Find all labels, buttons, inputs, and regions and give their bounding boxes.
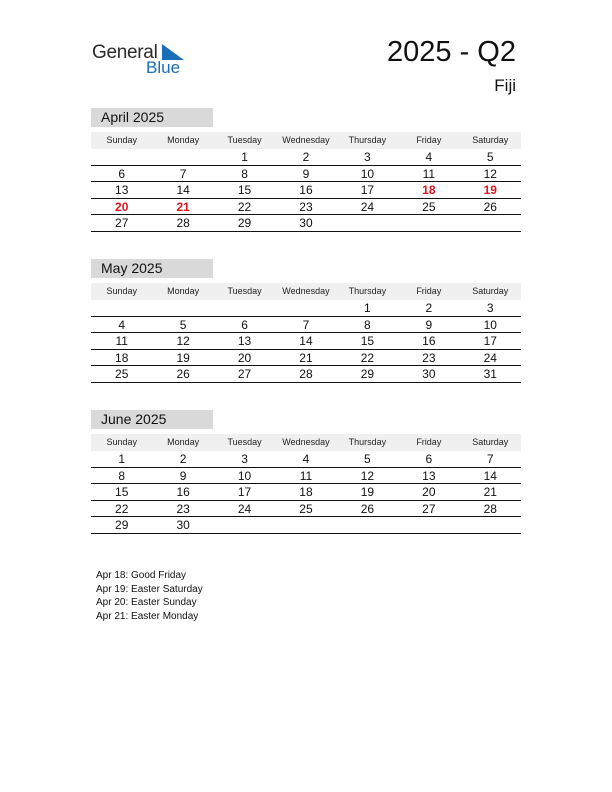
month-june bbox=[91, 410, 521, 534]
month-label: June 2025 bbox=[91, 410, 213, 429]
week-row bbox=[91, 166, 521, 183]
month-label: May 2025 bbox=[91, 259, 213, 278]
day-cell: 22 bbox=[360, 350, 375, 365]
day-cell: 13 bbox=[237, 334, 252, 348]
day-cell: 2 bbox=[302, 150, 310, 164]
day-cell: 24 bbox=[483, 350, 497, 365]
day-cell: 1 bbox=[241, 150, 248, 164]
day-cell: 1 bbox=[118, 452, 126, 466]
day-cell: 4 bbox=[302, 452, 310, 466]
weekday-header bbox=[91, 434, 521, 451]
day-cell: 21 bbox=[176, 199, 190, 214]
day-cell bbox=[152, 300, 213, 316]
weekday-label: Wednesday bbox=[282, 286, 330, 296]
weekday-label: Friday bbox=[416, 286, 442, 296]
day-cell: 16 bbox=[176, 485, 190, 499]
day-cell: 18 bbox=[422, 183, 436, 197]
week-row bbox=[91, 149, 521, 166]
day-cell: 3 bbox=[241, 452, 248, 466]
day-cell: 22 bbox=[115, 501, 129, 516]
day-cell: 30 bbox=[176, 518, 190, 532]
weekday-label: Friday bbox=[416, 135, 442, 145]
day-cell: 14 bbox=[299, 334, 313, 348]
day-cell: 23 bbox=[422, 350, 436, 365]
day-cell: 14 bbox=[483, 468, 497, 483]
weekday-label: Saturday bbox=[472, 135, 509, 145]
day-cell: 25 bbox=[299, 501, 313, 516]
weekday-label: Saturday bbox=[472, 286, 509, 296]
day-cell: 19 bbox=[176, 350, 190, 365]
day-cell: 18 bbox=[299, 485, 313, 499]
day-cell: 15 bbox=[360, 334, 375, 348]
week-row bbox=[91, 333, 521, 350]
day-cell: 16 bbox=[299, 183, 313, 197]
day-cell bbox=[337, 215, 398, 231]
day-cell: 16 bbox=[422, 334, 436, 348]
day-cell: 29 bbox=[115, 518, 129, 532]
day-cell: 5 bbox=[364, 452, 371, 466]
weekday-label: Thursday bbox=[348, 286, 387, 296]
weekday-label: Tuesday bbox=[227, 135, 262, 145]
weeks bbox=[91, 149, 521, 232]
day-cell bbox=[460, 517, 521, 533]
day-cell: 17 bbox=[237, 485, 252, 499]
logo-general-text: General bbox=[92, 42, 158, 63]
day-cell: 4 bbox=[425, 150, 433, 164]
day-cell: 29 bbox=[237, 216, 252, 230]
week-row bbox=[91, 199, 521, 216]
week-row bbox=[91, 468, 521, 485]
week-row bbox=[91, 501, 521, 518]
month-april bbox=[91, 108, 521, 232]
holiday-list bbox=[96, 569, 203, 623]
day-cell: 21 bbox=[299, 350, 313, 365]
day-cell: 13 bbox=[422, 468, 436, 483]
day-cell bbox=[398, 215, 459, 231]
day-cell: 11 bbox=[299, 468, 313, 483]
day-cell: 12 bbox=[360, 468, 375, 483]
holiday-item: Apr 19: Easter Saturday bbox=[96, 583, 203, 595]
day-cell: 7 bbox=[302, 317, 310, 332]
week-row bbox=[91, 366, 521, 383]
day-cell: 25 bbox=[422, 199, 436, 214]
day-cell bbox=[398, 517, 459, 533]
weekday-label: Friday bbox=[416, 437, 442, 447]
day-cell: 17 bbox=[360, 183, 375, 197]
week-row bbox=[91, 350, 521, 367]
weekday-label: Wednesday bbox=[282, 135, 330, 145]
day-cell: 28 bbox=[299, 367, 313, 381]
day-cell: 2 bbox=[425, 301, 433, 315]
day-cell: 12 bbox=[176, 334, 190, 348]
weekday-header bbox=[91, 283, 521, 300]
weeks bbox=[91, 300, 521, 383]
day-cell: 2 bbox=[179, 452, 187, 466]
day-cell: 7 bbox=[179, 166, 187, 181]
day-cell: 23 bbox=[299, 199, 313, 214]
day-cell: 20 bbox=[422, 485, 436, 499]
day-cell bbox=[214, 300, 275, 316]
week-row bbox=[91, 215, 521, 232]
day-cell: 18 bbox=[115, 350, 129, 365]
day-cell: 20 bbox=[115, 199, 129, 214]
day-cell: 19 bbox=[360, 485, 375, 499]
weekday-label: Monday bbox=[167, 286, 200, 296]
weekday-label: Sunday bbox=[106, 286, 137, 296]
day-cell bbox=[214, 517, 275, 533]
day-cell bbox=[152, 149, 213, 165]
day-cell: 23 bbox=[176, 501, 190, 516]
day-cell bbox=[460, 215, 521, 231]
day-cell: 15 bbox=[115, 485, 129, 499]
day-cell: 5 bbox=[486, 150, 494, 164]
country-name: Fiji bbox=[494, 76, 516, 95]
weekday-label: Sunday bbox=[106, 135, 137, 145]
day-cell: 30 bbox=[422, 367, 436, 381]
holiday-item: Apr 18: Good Friday bbox=[96, 570, 187, 581]
day-cell: 13 bbox=[115, 183, 129, 197]
week-row bbox=[91, 451, 521, 468]
day-cell: 27 bbox=[422, 501, 436, 516]
day-cell: 3 bbox=[486, 301, 494, 315]
month-may bbox=[91, 259, 521, 383]
day-cell: 29 bbox=[360, 367, 375, 381]
day-cell: 10 bbox=[237, 468, 252, 483]
day-cell: 27 bbox=[237, 367, 252, 381]
day-cell: 27 bbox=[115, 216, 129, 230]
day-cell: 28 bbox=[483, 501, 497, 516]
day-cell: 5 bbox=[179, 317, 187, 332]
day-cell: 14 bbox=[176, 183, 190, 197]
weeks bbox=[91, 451, 521, 534]
day-cell: 28 bbox=[176, 216, 190, 230]
day-cell: 8 bbox=[364, 317, 371, 332]
day-cell: 26 bbox=[483, 199, 497, 214]
weekday-label: Tuesday bbox=[227, 437, 262, 447]
weekday-label: Monday bbox=[167, 437, 200, 447]
day-cell: 9 bbox=[179, 468, 187, 483]
day-cell bbox=[91, 300, 152, 316]
weekday-label: Thursday bbox=[348, 135, 387, 145]
day-cell: 25 bbox=[115, 367, 129, 381]
weekday-label: Monday bbox=[167, 135, 200, 145]
day-cell: 10 bbox=[360, 166, 375, 181]
day-cell: 21 bbox=[483, 485, 497, 499]
day-cell bbox=[91, 149, 152, 165]
holiday-item: Apr 21: Easter Monday bbox=[96, 610, 199, 622]
day-cell: 6 bbox=[425, 452, 433, 466]
day-cell: 1 bbox=[364, 301, 371, 315]
day-cell: 9 bbox=[302, 166, 310, 181]
day-cell: 10 bbox=[483, 317, 497, 332]
day-cell: 31 bbox=[483, 367, 497, 381]
day-cell bbox=[275, 300, 336, 316]
logo bbox=[92, 42, 202, 82]
holiday-item: Apr 20: Easter Sunday bbox=[96, 597, 197, 609]
weekday-label: Thursday bbox=[348, 437, 387, 447]
day-cell: 6 bbox=[118, 166, 126, 181]
week-row bbox=[91, 317, 521, 334]
week-row bbox=[91, 517, 521, 534]
weekday-label: Saturday bbox=[472, 437, 509, 447]
weekday-label: Wednesday bbox=[282, 437, 330, 447]
weekday-label: Sunday bbox=[106, 437, 137, 447]
week-row bbox=[91, 182, 521, 199]
day-cell: 8 bbox=[241, 166, 248, 181]
day-cell: 22 bbox=[237, 199, 252, 214]
week-row bbox=[91, 484, 521, 501]
day-cell: 6 bbox=[241, 317, 248, 332]
week-row bbox=[91, 300, 521, 317]
day-cell: 24 bbox=[360, 199, 375, 214]
day-cell: 26 bbox=[360, 501, 375, 516]
day-cell: 20 bbox=[237, 350, 252, 365]
day-cell: 11 bbox=[422, 166, 436, 181]
day-cell bbox=[337, 517, 398, 533]
day-cell: 19 bbox=[483, 183, 497, 197]
logo-blue-text: Blue bbox=[146, 58, 181, 77]
day-cell: 7 bbox=[486, 452, 494, 466]
page-title: 2025 - Q2 bbox=[387, 36, 516, 68]
day-cell: 24 bbox=[237, 501, 252, 516]
day-cell: 11 bbox=[115, 334, 128, 348]
weekday-label: Tuesday bbox=[227, 286, 262, 296]
month-label: April 2025 bbox=[91, 108, 213, 127]
day-cell: 4 bbox=[118, 317, 126, 332]
day-cell bbox=[275, 517, 336, 533]
day-cell: 8 bbox=[118, 468, 126, 483]
day-cell: 30 bbox=[299, 216, 313, 230]
day-cell: 12 bbox=[483, 166, 497, 181]
day-cell: 26 bbox=[176, 367, 190, 381]
day-cell: 9 bbox=[425, 317, 433, 332]
weekday-header bbox=[91, 132, 521, 149]
day-cell: 15 bbox=[237, 183, 252, 197]
day-cell: 17 bbox=[483, 334, 497, 348]
day-cell: 3 bbox=[364, 150, 371, 164]
